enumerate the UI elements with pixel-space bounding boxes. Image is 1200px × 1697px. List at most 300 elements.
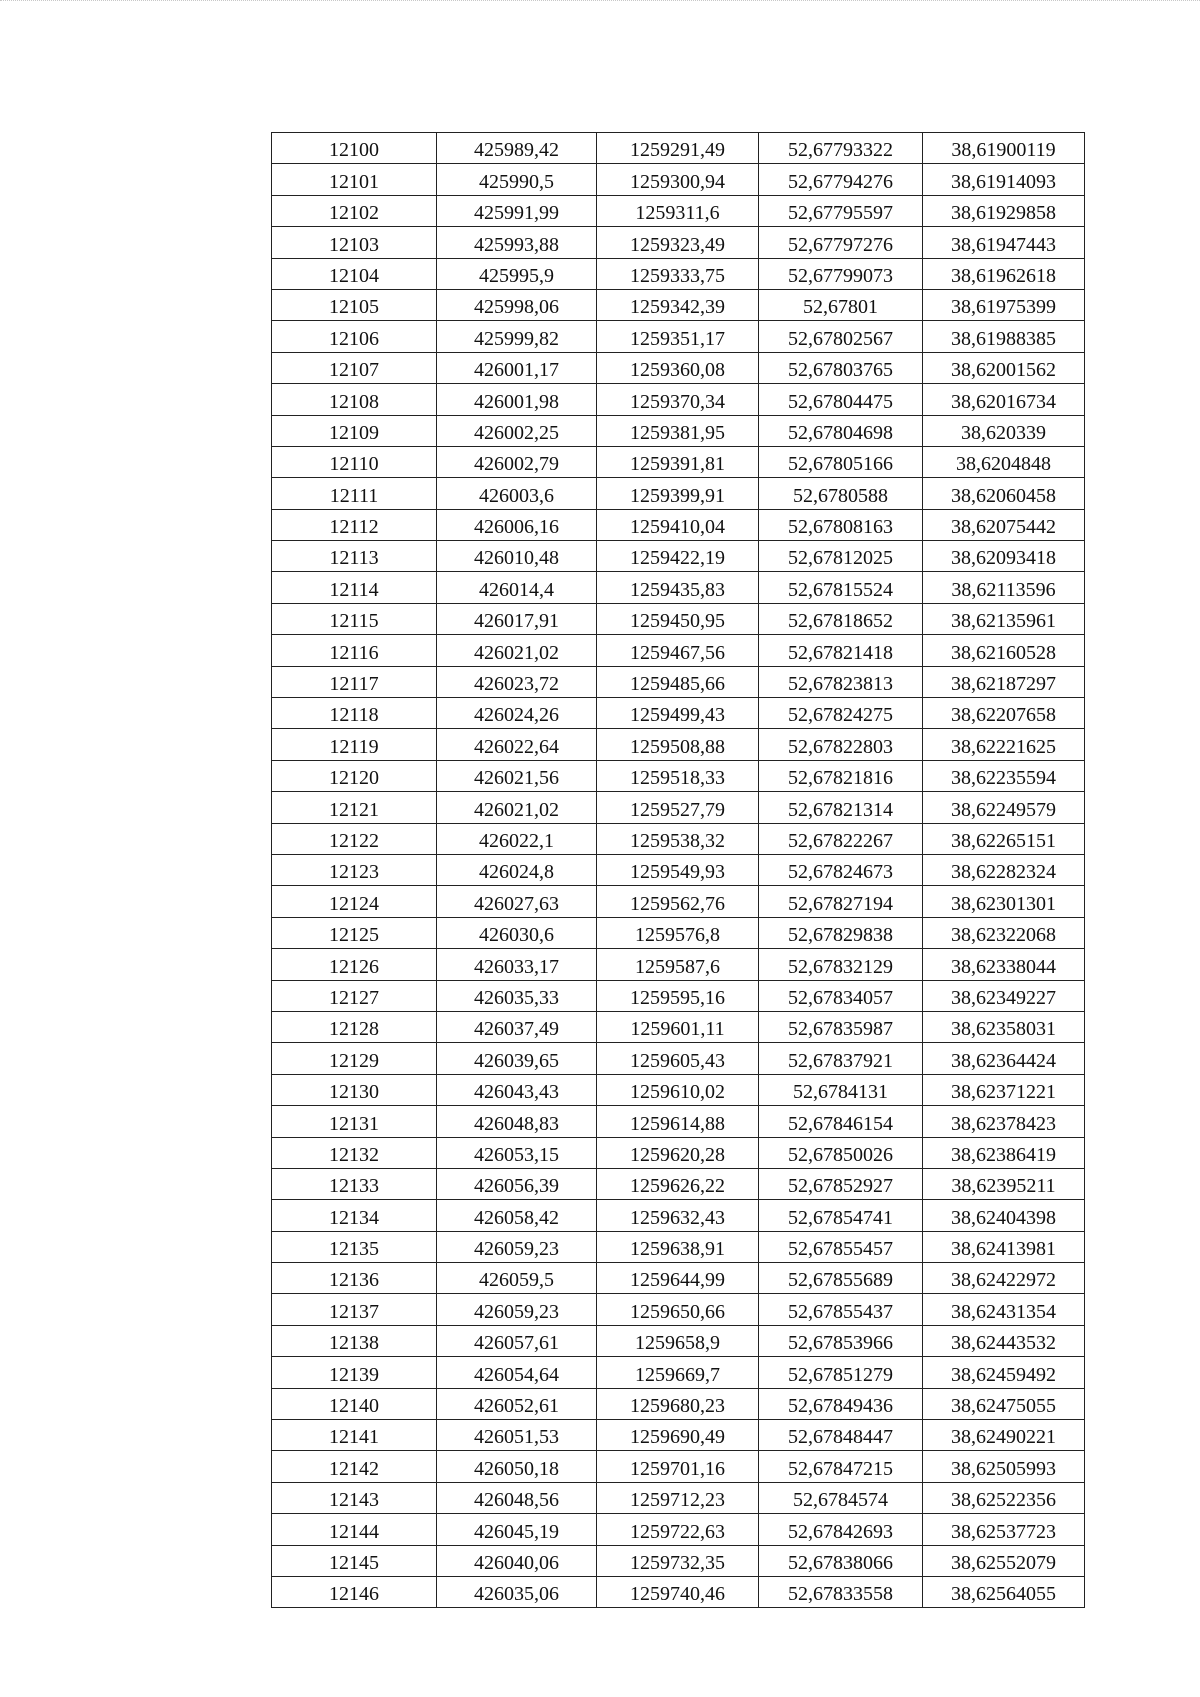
cell-text: 1259605,43 (630, 1049, 725, 1072)
point-number-cell (272, 1011, 437, 1042)
table-row (272, 1231, 1085, 1262)
x-coordinate-cell (437, 446, 597, 477)
longitude-cell (923, 446, 1085, 477)
cell-text: 12143 (329, 1489, 379, 1512)
cell-text: 12109 (329, 421, 379, 444)
longitude-cell (923, 133, 1085, 164)
coordinates-table (271, 132, 1085, 1608)
table-row (272, 917, 1085, 948)
table-row (272, 1168, 1085, 1199)
longitude-cell (923, 1294, 1085, 1325)
longitude-cell (923, 321, 1085, 352)
cell-text: 38,62221625 (951, 735, 1056, 758)
point-number-cell (272, 980, 437, 1011)
x-coordinate-cell (437, 729, 597, 760)
table-row (272, 321, 1085, 352)
y-coordinate-cell (597, 666, 759, 697)
cell-text: 38,62490221 (951, 1426, 1056, 1449)
x-coordinate-cell (437, 321, 597, 352)
table-row (272, 949, 1085, 980)
y-coordinate-cell (597, 917, 759, 948)
cell-text: 12105 (329, 296, 379, 319)
cell-text: 12101 (329, 170, 379, 193)
point-number-cell (272, 823, 437, 854)
cell-text: 426002,25 (474, 421, 559, 444)
point-number-cell (272, 1325, 437, 1356)
cell-text: 52,67824275 (788, 704, 893, 727)
x-coordinate-cell (437, 1043, 597, 1074)
cell-text: 38,62235594 (951, 767, 1056, 790)
longitude-cell (923, 854, 1085, 885)
latitude-cell (759, 1325, 923, 1356)
cell-text: 52,67822803 (788, 735, 893, 758)
table-row (272, 1420, 1085, 1451)
cell-text: 12141 (329, 1426, 379, 1449)
latitude-cell (759, 949, 923, 980)
point-number-cell (272, 666, 437, 697)
cell-text: 52,67799073 (788, 264, 893, 287)
y-coordinate-cell (597, 446, 759, 477)
cell-text: 52,67804475 (788, 390, 893, 413)
latitude-cell (759, 792, 923, 823)
point-number-cell (272, 792, 437, 823)
cell-text: 38,62413981 (951, 1238, 1056, 1261)
cell-text: 38,62075442 (951, 516, 1056, 539)
cell-text: 38,62207658 (951, 704, 1056, 727)
cell-text: 426014,4 (479, 578, 554, 601)
cell-text: 38,62431354 (951, 1300, 1056, 1323)
point-number-cell (272, 572, 437, 603)
y-coordinate-cell (597, 1137, 759, 1168)
cell-text: 426050,18 (474, 1457, 559, 1480)
cell-text: 52,67793322 (788, 139, 893, 162)
x-coordinate-cell (437, 1231, 597, 1262)
table-row (272, 792, 1085, 823)
cell-text: 52,67847215 (788, 1457, 893, 1480)
latitude-cell (759, 227, 923, 258)
x-coordinate-cell (437, 603, 597, 634)
longitude-cell (923, 1388, 1085, 1419)
cell-text: 38,62364424 (951, 1049, 1056, 1072)
cell-text: 38,62371221 (951, 1081, 1056, 1104)
cell-text: 12135 (329, 1238, 379, 1261)
cell-text: 12111 (329, 484, 379, 507)
x-coordinate-cell (437, 886, 597, 917)
point-number-cell (272, 1545, 437, 1576)
cell-text: 52,6784131 (793, 1081, 888, 1104)
point-number-cell (272, 635, 437, 666)
x-coordinate-cell (437, 384, 597, 415)
cell-text: 38,62249579 (951, 798, 1056, 821)
cell-text: 38,62338044 (951, 955, 1056, 978)
cell-text: 52,67855689 (788, 1269, 893, 1292)
x-coordinate-cell (437, 980, 597, 1011)
cell-text: 1259722,63 (630, 1520, 725, 1543)
point-number-cell (272, 1137, 437, 1168)
x-coordinate-cell (437, 760, 597, 791)
cell-text: 12125 (329, 924, 379, 947)
table-row (272, 823, 1085, 854)
cell-text: 1259549,93 (630, 861, 725, 884)
longitude-cell (923, 258, 1085, 289)
cell-text: 52,6784574 (793, 1489, 888, 1512)
cell-text: 1259732,35 (630, 1551, 725, 1574)
y-coordinate-cell (597, 478, 759, 509)
y-coordinate-cell (597, 321, 759, 352)
latitude-cell (759, 980, 923, 1011)
point-number-cell (272, 1294, 437, 1325)
cell-text: 12131 (329, 1112, 379, 1135)
cell-text: 52,67804698 (788, 421, 893, 444)
cell-text: 38,62443532 (951, 1332, 1056, 1355)
table-row (272, 1294, 1085, 1325)
cell-text: 12139 (329, 1363, 379, 1386)
cell-text: 52,6780588 (793, 484, 888, 507)
latitude-cell (759, 509, 923, 540)
latitude-cell (759, 1451, 923, 1482)
cell-text: 1259587,6 (635, 955, 720, 978)
point-number-cell (272, 854, 437, 885)
cell-text: 1259485,66 (630, 673, 725, 696)
cell-text: 52,67850026 (788, 1143, 893, 1166)
cell-text: 38,62187297 (951, 673, 1056, 696)
cell-text: 38,62322068 (951, 924, 1056, 947)
cell-text: 426021,56 (474, 767, 559, 790)
latitude-cell (759, 1074, 923, 1105)
cell-text: 38,62395211 (951, 1175, 1056, 1198)
x-coordinate-cell (437, 854, 597, 885)
cell-text: 52,67824673 (788, 861, 893, 884)
latitude-cell (759, 1231, 923, 1262)
y-coordinate-cell (597, 1576, 759, 1607)
longitude-cell (923, 1231, 1085, 1262)
longitude-cell (923, 1200, 1085, 1231)
cell-text: 426048,83 (474, 1112, 559, 1135)
table-row (272, 854, 1085, 885)
cell-text: 52,67823813 (788, 673, 893, 696)
cell-text: 38,62522356 (951, 1489, 1056, 1512)
y-coordinate-cell (597, 1011, 759, 1042)
cell-text: 52,67834057 (788, 986, 893, 1009)
table-row (272, 1263, 1085, 1294)
cell-text: 52,67795597 (788, 202, 893, 225)
x-coordinate-cell (437, 478, 597, 509)
cell-text: 52,67855457 (788, 1238, 893, 1261)
cell-text: 12123 (329, 861, 379, 884)
cell-text: 426059,5 (479, 1269, 554, 1292)
x-coordinate-cell (437, 1137, 597, 1168)
cell-text: 426037,49 (474, 1018, 559, 1041)
latitude-cell (759, 823, 923, 854)
cell-text: 12132 (329, 1143, 379, 1166)
cell-text: 52,67805166 (788, 453, 893, 476)
table-row (272, 1074, 1085, 1105)
cell-text: 52,67821314 (788, 798, 893, 821)
table-row (272, 289, 1085, 320)
longitude-cell (923, 478, 1085, 509)
point-number-cell (272, 760, 437, 791)
x-coordinate-cell (437, 133, 597, 164)
latitude-cell (759, 1043, 923, 1074)
latitude-cell (759, 289, 923, 320)
x-coordinate-cell (437, 635, 597, 666)
cell-text: 38,61988385 (951, 327, 1056, 350)
cell-text: 12117 (329, 673, 379, 696)
y-coordinate-cell (597, 289, 759, 320)
point-number-cell (272, 195, 437, 226)
point-number-cell (272, 384, 437, 415)
cell-text: 12118 (329, 704, 379, 727)
longitude-cell (923, 1168, 1085, 1199)
x-coordinate-cell (437, 1357, 597, 1388)
latitude-cell (759, 1263, 923, 1294)
cell-text: 12126 (329, 955, 379, 978)
cell-text: 1259399,91 (630, 484, 725, 507)
cell-text: 38,620339 (961, 421, 1046, 444)
point-number-cell (272, 321, 437, 352)
table-row (272, 572, 1085, 603)
cell-text: 426022,1 (479, 829, 554, 852)
latitude-cell (759, 729, 923, 760)
cell-text: 1259370,34 (630, 390, 725, 413)
cell-text: 52,67797276 (788, 233, 893, 256)
latitude-cell (759, 321, 923, 352)
cell-text: 426024,8 (479, 861, 554, 884)
cell-text: 1259467,56 (630, 641, 725, 664)
cell-text: 1259626,22 (630, 1175, 725, 1198)
cell-text: 426052,61 (474, 1395, 559, 1418)
x-coordinate-cell (437, 1420, 597, 1451)
cell-text: 12133 (329, 1175, 379, 1198)
cell-text: 1259333,75 (630, 264, 725, 287)
cell-text: 1259360,08 (630, 359, 725, 382)
y-coordinate-cell (597, 384, 759, 415)
cell-text: 38,62301301 (951, 892, 1056, 915)
cell-text: 52,67815524 (788, 578, 893, 601)
x-coordinate-cell (437, 917, 597, 948)
y-coordinate-cell (597, 1325, 759, 1356)
y-coordinate-cell (597, 760, 759, 791)
x-coordinate-cell (437, 1263, 597, 1294)
point-number-cell (272, 886, 437, 917)
cell-text: 1259712,23 (630, 1489, 725, 1512)
table-row (272, 1514, 1085, 1545)
point-number-cell (272, 164, 437, 195)
y-coordinate-cell (597, 258, 759, 289)
y-coordinate-cell (597, 823, 759, 854)
cell-text: 38,62386419 (951, 1143, 1056, 1166)
cell-text: 12145 (329, 1551, 379, 1574)
x-coordinate-cell (437, 698, 597, 729)
longitude-cell (923, 1106, 1085, 1137)
cell-text: 52,67854741 (788, 1206, 893, 1229)
cell-text: 426030,6 (479, 924, 554, 947)
latitude-cell (759, 1545, 923, 1576)
longitude-cell (923, 1451, 1085, 1482)
cell-text: 12144 (329, 1520, 379, 1543)
cell-text: 1259538,32 (630, 829, 725, 852)
cell-text: 52,67846154 (788, 1112, 893, 1135)
longitude-cell (923, 792, 1085, 823)
x-coordinate-cell (437, 227, 597, 258)
table-row (272, 541, 1085, 572)
cell-text: 12103 (329, 233, 379, 256)
cell-text: 1259701,16 (630, 1457, 725, 1480)
cell-text: 12128 (329, 1018, 379, 1041)
cell-text: 12110 (329, 453, 379, 476)
cell-text: 52,67821816 (788, 767, 893, 790)
latitude-cell (759, 572, 923, 603)
x-coordinate-cell (437, 1294, 597, 1325)
cell-text: 425995,9 (479, 264, 554, 287)
longitude-cell (923, 1545, 1085, 1576)
cell-text: 1259595,16 (630, 986, 725, 1009)
point-number-cell (272, 603, 437, 634)
cell-text: 38,62349227 (951, 986, 1056, 1009)
y-coordinate-cell (597, 415, 759, 446)
cell-text: 1259669,7 (635, 1363, 720, 1386)
cell-text: 1259638,91 (630, 1238, 725, 1261)
y-coordinate-cell (597, 1545, 759, 1576)
latitude-cell (759, 854, 923, 885)
longitude-cell (923, 823, 1085, 854)
cell-text: 52,67821418 (788, 641, 893, 664)
cell-text: 1259610,02 (630, 1081, 725, 1104)
point-number-cell (272, 352, 437, 383)
table-row (272, 1545, 1085, 1576)
point-number-cell (272, 1514, 437, 1545)
cell-text: 12114 (329, 578, 379, 601)
cell-text: 12121 (329, 798, 379, 821)
cell-text: 38,62113596 (951, 578, 1056, 601)
cell-text: 12137 (329, 1300, 379, 1323)
cell-text: 38,62459492 (951, 1363, 1056, 1386)
cell-text: 12120 (329, 767, 379, 790)
cell-text: 426022,64 (474, 735, 559, 758)
x-coordinate-cell (437, 352, 597, 383)
latitude-cell (759, 478, 923, 509)
latitude-cell (759, 1482, 923, 1513)
y-coordinate-cell (597, 1263, 759, 1294)
cell-text: 52,67842693 (788, 1520, 893, 1543)
cell-text: 426057,61 (474, 1332, 559, 1355)
longitude-cell (923, 227, 1085, 258)
y-coordinate-cell (597, 195, 759, 226)
cell-text: 38,62505993 (951, 1457, 1056, 1480)
table-row (272, 164, 1085, 195)
cell-text: 52,67808163 (788, 516, 893, 539)
cell-text: 12100 (329, 139, 379, 162)
table-row (272, 1200, 1085, 1231)
y-coordinate-cell (597, 1420, 759, 1451)
cell-text: 426021,02 (474, 798, 559, 821)
cell-text: 12102 (329, 202, 379, 225)
cell-text: 425990,5 (479, 170, 554, 193)
latitude-cell (759, 1137, 923, 1168)
latitude-cell (759, 1514, 923, 1545)
y-coordinate-cell (597, 1231, 759, 1262)
y-coordinate-cell (597, 1514, 759, 1545)
cell-text: 1259644,99 (630, 1269, 725, 1292)
table-row (272, 1011, 1085, 1042)
cell-text: 426051,53 (474, 1426, 559, 1449)
table-row (272, 478, 1085, 509)
table-row (272, 1043, 1085, 1074)
y-coordinate-cell (597, 1294, 759, 1325)
x-coordinate-cell (437, 541, 597, 572)
cell-text: 38,61975399 (951, 296, 1056, 319)
x-coordinate-cell (437, 1200, 597, 1231)
table-row (272, 446, 1085, 477)
cell-text: 12104 (329, 264, 379, 287)
longitude-cell (923, 572, 1085, 603)
latitude-cell (759, 195, 923, 226)
cell-text: 12112 (329, 516, 379, 539)
cell-text: 1259576,8 (635, 924, 720, 947)
cell-text: 38,62282324 (951, 861, 1056, 884)
cell-text: 38,62160528 (951, 641, 1056, 664)
longitude-cell (923, 415, 1085, 446)
point-number-cell (272, 1482, 437, 1513)
point-number-cell (272, 1168, 437, 1199)
cell-text: 52,67837921 (788, 1049, 893, 1072)
cell-text: 52,67835987 (788, 1018, 893, 1041)
latitude-cell (759, 917, 923, 948)
cell-text: 52,67853966 (788, 1332, 893, 1355)
longitude-cell (923, 1325, 1085, 1356)
cell-text: 426058,42 (474, 1206, 559, 1229)
point-number-cell (272, 258, 437, 289)
point-number-cell (272, 478, 437, 509)
longitude-cell (923, 352, 1085, 383)
cell-text: 1259300,94 (630, 170, 725, 193)
point-number-cell (272, 1231, 437, 1262)
latitude-cell (759, 133, 923, 164)
x-coordinate-cell (437, 415, 597, 446)
cell-text: 38,62552079 (951, 1551, 1056, 1574)
cell-text: 426035,33 (474, 986, 559, 1009)
latitude-cell (759, 886, 923, 917)
cell-text: 12140 (329, 1395, 379, 1418)
point-number-cell (272, 1451, 437, 1482)
cell-text: 52,67827194 (788, 892, 893, 915)
cell-text: 38,62422972 (951, 1269, 1056, 1292)
cell-text: 1259601,11 (630, 1018, 725, 1041)
cell-text: 52,67812025 (788, 547, 893, 570)
longitude-cell (923, 980, 1085, 1011)
cell-text: 1259680,23 (630, 1395, 725, 1418)
latitude-cell (759, 1420, 923, 1451)
cell-text: 52,67851279 (788, 1363, 893, 1386)
y-coordinate-cell (597, 949, 759, 980)
cell-text: 52,67801 (803, 296, 878, 319)
cell-text: 1259527,79 (630, 798, 725, 821)
latitude-cell (759, 415, 923, 446)
cell-text: 426021,02 (474, 641, 559, 664)
cell-text: 12129 (329, 1049, 379, 1072)
cell-text: 12130 (329, 1081, 379, 1104)
cell-text: 425998,06 (474, 296, 559, 319)
longitude-cell (923, 886, 1085, 917)
longitude-cell (923, 384, 1085, 415)
cell-text: 426053,15 (474, 1143, 559, 1166)
longitude-cell (923, 917, 1085, 948)
point-number-cell (272, 1420, 437, 1451)
table-row (272, 666, 1085, 697)
x-coordinate-cell (437, 1576, 597, 1607)
table-row (272, 1137, 1085, 1168)
x-coordinate-cell (437, 164, 597, 195)
